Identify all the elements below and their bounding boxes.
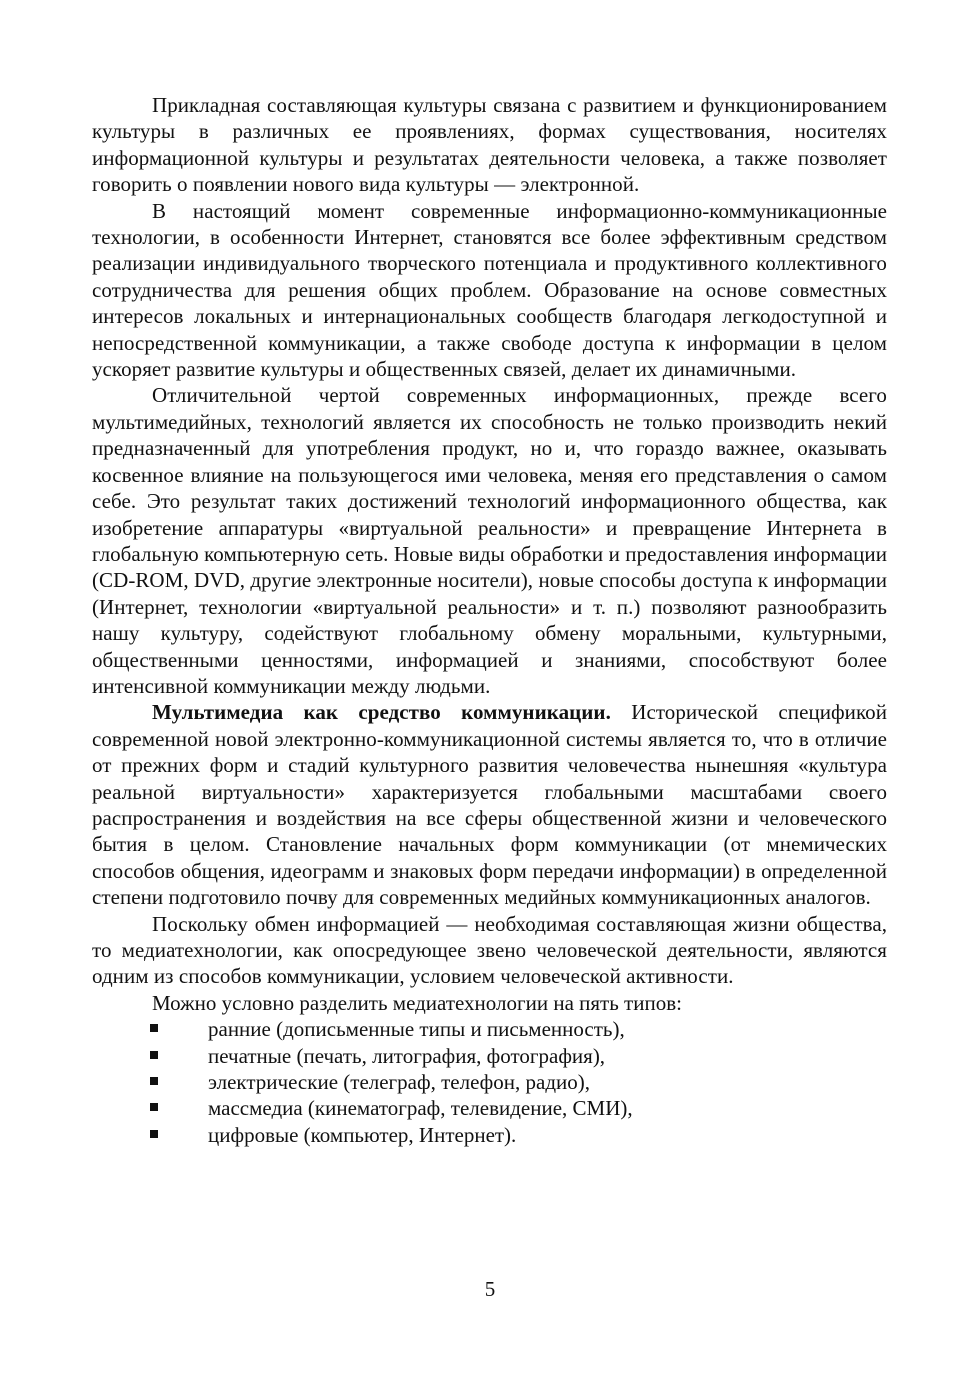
list-item-text: массмедиа (кинематограф, телевидение, СМИ), [208, 1096, 633, 1121]
list-item [92, 1043, 887, 1069]
paragraph-applied-culture: Прикладная составляющая культуры связана с развитием и функционированием культуры в различных ее проявлениях, формах существования, носителях информационной культуры и результатах деятельности человека, а также позволяет говорить о появлении нового вида культуры — электронной. [92, 93, 887, 197]
list-item [92, 1122, 887, 1148]
section-text: Исторической спецификой современной новой электронно-коммуникационной системы является то, что в отличие от прежних форм и стадий культурного развития человечества нынешняя «культура реальной виртуальности» характеризуется глобальными масштабами своего распространения и воздействия на все сферы общественной жизни и человеческого бытия в целом. Становление начальных форм коммуникации (от мнемических способов общения, идеограмм и знаковых форм передачи информации) в определенной степени подготовило почву для современных медийных коммуникационных аналогов. [92, 700, 887, 910]
page-body [92, 92, 887, 1148]
paragraph-information-exchange: Поскольку обмен информацией — необходимая составляющая жизни общества, то медиатехнологии, как опосредующее звено человеческой деятельности, являются одним из способов коммуникации, условием человеческой активности. [92, 911, 887, 989]
paragraph-ict: В настоящий момент современные информационно-коммуникационные технологии, в особенности Интернет, становятся все более эффективным средством реализации индивидуального творческого потенциала и продуктивного коллективного сотрудничества для решения общих проблем. Образование на основе совместных интересов локальных и интернациональных сообществ благодаря легкодоступной и непосредственной коммуникации, а также свободе доступа к информации в целом ускоряет развитие культуры и общественных связей, делает их динамичными. [92, 198, 887, 382]
square-bullet-icon [150, 1077, 158, 1085]
list-intro: Можно условно разделить медиатехнологии на пять типов: [152, 990, 682, 1015]
list-item-text: электрические (телеграф, телефон, радио), [208, 1070, 590, 1095]
list-item-text: ранние (дописьменные типы и письменность), [208, 1017, 625, 1042]
square-bullet-icon [150, 1024, 158, 1032]
list-item [92, 1016, 887, 1042]
section-heading: Мультимедиа как средство коммуникации. [152, 700, 611, 725]
paragraph-multimedia-communication [92, 699, 887, 910]
square-bullet-icon [150, 1103, 158, 1111]
paragraph-multimedia-features: Отличительной чертой современных информационных, прежде всего мультимедийных, технологий является их способность не только производить некий предназначенный для употребления продукт, но и, что гораздо важнее, оказывать косвенное влияние на пользующегося ими человека, меняя его представления о самом себе. Это результат таких достижений технологий информационного общества, как изобретение аппаратуры «виртуальной реальности» и превращение Интернета в глобальную компьютерную сеть. Новые виды обработки и предоставления информации (CD-ROM, DVD, другие электронные носители), новые способы доступа к информации (Интернет, технологии «виртуальной реальности» и т. п.) позволяют разнообразить нашу культуру, содействуют глобальному обмену моральными, культурными, общественными ценностями, информацией и знаниями, способствуют более интенсивной коммуникации между людьми. [92, 383, 887, 698]
square-bullet-icon [150, 1130, 158, 1138]
page-number: 5 [484, 1277, 496, 1301]
list-item [92, 1095, 887, 1121]
square-bullet-icon [150, 1051, 158, 1059]
media-types-list [92, 1016, 887, 1148]
list-item-text: печатные (печать, литография, фотография), [208, 1043, 606, 1068]
list-item [92, 1069, 887, 1095]
list-item-text: цифровые (компьютер, Интернет). [208, 1122, 517, 1147]
